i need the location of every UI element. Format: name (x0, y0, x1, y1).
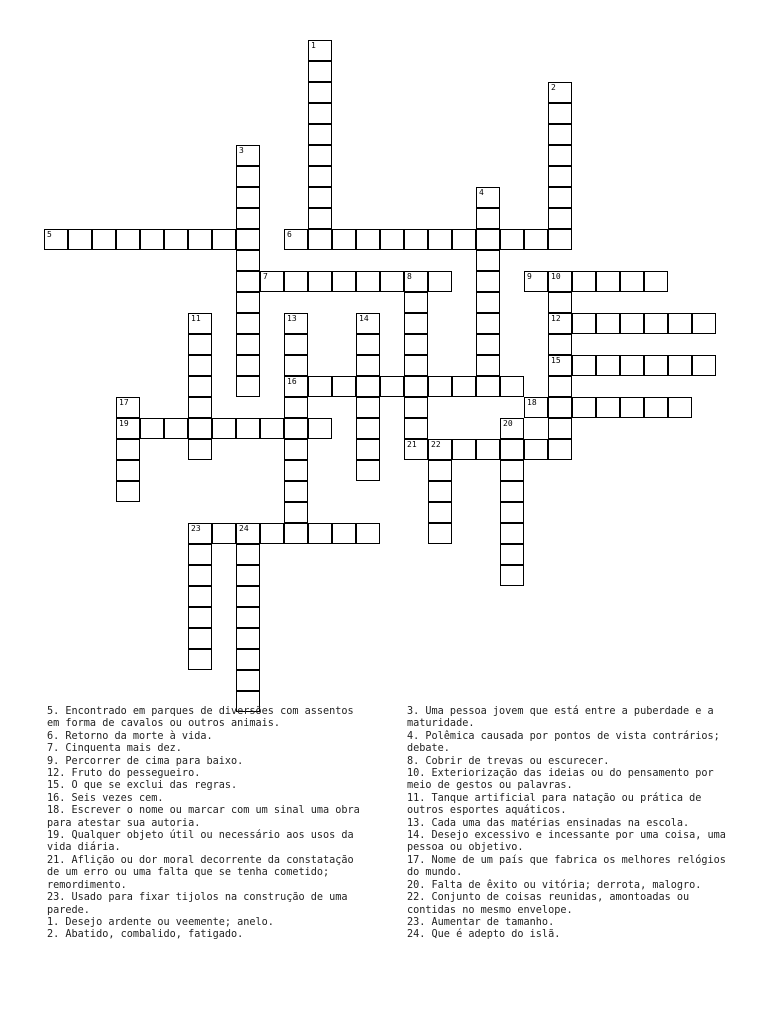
grid-cell[interactable] (236, 649, 260, 670)
clue: 21. Aflição ou dor moral decorrente da constatação de um erro ou uma falta que se tenha cometido; remordimento. (47, 854, 354, 891)
grid-cell[interactable] (236, 250, 260, 271)
grid-cell[interactable] (428, 439, 452, 460)
grid-cell[interactable] (428, 523, 452, 544)
grid-cell[interactable] (500, 544, 524, 565)
grid-cell[interactable] (620, 271, 644, 292)
clue-number: 16 (287, 377, 297, 386)
grid-cell[interactable] (188, 439, 212, 460)
grid-cell[interactable] (284, 460, 308, 481)
grid-cell[interactable] (356, 376, 380, 397)
clue-number: 6 (287, 230, 292, 239)
grid-cell[interactable] (404, 397, 428, 418)
grid-cell[interactable] (500, 229, 524, 250)
grid-cell[interactable] (236, 355, 260, 376)
grid-cell[interactable] (308, 166, 332, 187)
grid-cell[interactable] (236, 187, 260, 208)
grid-cell[interactable] (404, 271, 428, 292)
grid-cell[interactable] (308, 124, 332, 145)
clue-number: 18 (527, 398, 537, 407)
grid-cell[interactable] (356, 418, 380, 439)
grid-cell[interactable] (548, 187, 572, 208)
grid-cell[interactable] (236, 670, 260, 691)
grid-cell[interactable] (356, 355, 380, 376)
grid-cell[interactable] (236, 292, 260, 313)
grid-cell[interactable] (188, 229, 212, 250)
grid-cell[interactable] (212, 523, 236, 544)
grid-cell[interactable] (692, 313, 716, 334)
grid-cell[interactable] (476, 271, 500, 292)
grid-cell[interactable] (596, 271, 620, 292)
grid-cell[interactable] (476, 439, 500, 460)
grid-cell[interactable] (236, 418, 260, 439)
clue: 17. Nome de um país que fabrica os melhores relógios do mundo. (407, 854, 726, 879)
grid-cell[interactable] (548, 334, 572, 355)
clue: 19. Qualquer objeto útil ou necessário aos usos da vida diária. (47, 830, 354, 854)
grid-cell[interactable] (308, 271, 332, 292)
grid-cell[interactable] (500, 565, 524, 586)
grid-cell[interactable] (332, 376, 356, 397)
clue-number: 12 (551, 314, 561, 323)
grid-cell[interactable] (188, 607, 212, 628)
grid-cell[interactable] (548, 271, 572, 292)
clue-number: 4 (479, 188, 484, 197)
grid-cell[interactable] (188, 628, 212, 649)
grid-cell[interactable] (188, 418, 212, 439)
clue: 23. Usado para fixar tijolos na construção de uma parede. (47, 892, 348, 916)
grid-cell[interactable] (428, 376, 452, 397)
grid-cell[interactable] (692, 355, 716, 376)
grid-cell[interactable] (284, 397, 308, 418)
grid-cell[interactable] (116, 418, 140, 439)
clue: 14. Desejo excessivo e incessante por uma coisa, uma pessoa ou objetivo. (407, 830, 726, 854)
clue-number: 2 (551, 83, 556, 92)
clue: 10. Exteriorização das ideias ou do pensamento por meio de gestos ou palavras. (407, 768, 714, 792)
grid-cell[interactable] (68, 229, 92, 250)
clue: 22. Conjunto de coisas reunidas, amontoadas ou contidas no mesmo envelope. (407, 892, 690, 916)
grid-cell[interactable] (572, 271, 596, 292)
grid-cell[interactable] (548, 166, 572, 187)
grid-cell[interactable] (548, 397, 572, 418)
grid-cell[interactable] (620, 313, 644, 334)
grid-cell[interactable] (548, 292, 572, 313)
grid-cell[interactable] (188, 544, 212, 565)
grid-cell[interactable] (548, 103, 572, 124)
clue: 15. O que se exclui das regras. (47, 780, 238, 792)
grid-cell[interactable] (644, 397, 668, 418)
grid-cell[interactable] (596, 313, 620, 334)
grid-cell[interactable] (524, 397, 548, 418)
grid-cell[interactable] (188, 334, 212, 355)
grid-cell[interactable] (524, 439, 548, 460)
grid-cell[interactable] (44, 229, 68, 250)
clue: 12. Fruto do pessegueiro. (47, 768, 201, 780)
grid-cell[interactable] (500, 376, 524, 397)
grid-cell[interactable] (212, 229, 236, 250)
clue: 23. Aumentar de tamanho. (407, 916, 555, 928)
grid-cell[interactable] (548, 355, 572, 376)
clue-number: 14 (359, 314, 369, 323)
grid-cell[interactable] (476, 292, 500, 313)
grid-cell[interactable] (236, 229, 260, 250)
grid-cell[interactable] (668, 397, 692, 418)
grid-cell[interactable] (428, 502, 452, 523)
clue: 9. Percorrer de cima para baixo. (47, 755, 244, 767)
grid-cell[interactable] (308, 376, 332, 397)
grid-cell[interactable] (284, 502, 308, 523)
grid-cell[interactable] (404, 355, 428, 376)
clue-number: 5 (47, 230, 52, 239)
grid-cell[interactable] (284, 271, 308, 292)
grid-cell[interactable] (644, 355, 668, 376)
grid-cell[interactable] (548, 229, 572, 250)
grid-cell[interactable] (548, 145, 572, 166)
clue: 2. Abatido, combalido, fatigado. (47, 929, 244, 941)
grid-cell[interactable] (404, 439, 428, 460)
clue-number: 9 (527, 272, 532, 281)
grid-cell[interactable] (404, 229, 428, 250)
grid-cell[interactable] (572, 313, 596, 334)
grid-cell[interactable] (356, 439, 380, 460)
grid-cell[interactable] (500, 439, 524, 460)
grid-cell[interactable] (548, 82, 572, 103)
grid-cell[interactable] (236, 586, 260, 607)
clues-column-left (47, 706, 367, 942)
grid-cell[interactable] (668, 313, 692, 334)
grid-cell[interactable] (356, 334, 380, 355)
grid-cell[interactable] (404, 313, 428, 334)
grid-cell[interactable] (164, 229, 188, 250)
grid-cell[interactable] (572, 397, 596, 418)
clue: 8. Cobrir de trevas ou escurecer. (407, 755, 610, 767)
grid-cell[interactable] (380, 376, 404, 397)
clue-number: 24 (239, 524, 249, 533)
grid-cell[interactable] (476, 313, 500, 334)
clue-number: 19 (119, 419, 129, 428)
clue-number: 17 (119, 398, 129, 407)
grid-cell[interactable] (188, 565, 212, 586)
grid-cell[interactable] (596, 355, 620, 376)
clue: 7. Cinquenta mais dez. (47, 743, 182, 755)
grid-cell[interactable] (356, 271, 380, 292)
grid-cell[interactable] (332, 229, 356, 250)
grid-cell[interactable] (284, 523, 308, 544)
grid-cell[interactable] (452, 229, 476, 250)
clue: 5. Encontrado em parques de diversões com assentos em forma de cavalos ou outros animais. (47, 706, 354, 730)
grid-cell[interactable] (620, 397, 644, 418)
clue: 13. Cada uma das matérias ensinadas na escola. (407, 817, 690, 829)
grid-cell[interactable] (428, 271, 452, 292)
grid-cell[interactable] (452, 439, 476, 460)
grid-cell[interactable] (284, 376, 308, 397)
grid-cell[interactable] (356, 397, 380, 418)
grid-cell[interactable] (404, 334, 428, 355)
grid-cell[interactable] (236, 628, 260, 649)
grid-cell[interactable] (284, 355, 308, 376)
grid-cell[interactable] (188, 355, 212, 376)
grid-cell[interactable] (524, 271, 548, 292)
grid-cell[interactable] (260, 523, 284, 544)
grid-cell[interactable] (548, 418, 572, 439)
grid-cell[interactable] (476, 376, 500, 397)
grid-cell[interactable] (188, 523, 212, 544)
grid-cell[interactable] (572, 355, 596, 376)
grid-cell[interactable] (116, 460, 140, 481)
clue-number: 15 (551, 356, 561, 365)
grid-cell[interactable] (236, 145, 260, 166)
grid-cell[interactable] (476, 208, 500, 229)
grid-cell[interactable] (308, 40, 332, 61)
clue-number: 8 (407, 272, 412, 281)
grid-cell[interactable] (212, 418, 236, 439)
grid-cell[interactable] (356, 229, 380, 250)
grid-cell[interactable] (428, 481, 452, 502)
clue-number: 20 (503, 419, 513, 428)
clue-number: 22 (431, 440, 441, 449)
grid-cell[interactable] (308, 208, 332, 229)
grid-cell[interactable] (236, 523, 260, 544)
grid-cell[interactable] (548, 208, 572, 229)
grid-cell[interactable] (92, 229, 116, 250)
grid-cell[interactable] (476, 334, 500, 355)
clue: 18. Escrever o nome ou marcar com um sinal uma obra para atestar sua autoria. (47, 805, 360, 829)
grid-cell[interactable] (308, 418, 332, 439)
grid-cell[interactable] (548, 439, 572, 460)
grid-cell[interactable] (644, 313, 668, 334)
grid-cell[interactable] (428, 229, 452, 250)
grid-cell[interactable] (188, 397, 212, 418)
clue-number: 23 (191, 524, 201, 533)
grid-cell[interactable] (452, 376, 476, 397)
grid-cell[interactable] (236, 607, 260, 628)
grid-cell[interactable] (116, 481, 140, 502)
clue: 6. Retorno da morte à vida. (47, 730, 213, 742)
grid-cell[interactable] (236, 565, 260, 586)
grid-cell[interactable] (668, 355, 692, 376)
grid-cell[interactable] (140, 418, 164, 439)
clue-number: 13 (287, 314, 297, 323)
grid-cell[interactable] (260, 271, 284, 292)
grid-cell[interactable] (644, 271, 668, 292)
grid-cell[interactable] (308, 103, 332, 124)
grid-cell[interactable] (548, 124, 572, 145)
grid-cell[interactable] (188, 649, 212, 670)
grid-cell[interactable] (308, 61, 332, 82)
grid-cell[interactable] (236, 271, 260, 292)
grid-cell[interactable] (620, 355, 644, 376)
clue-number: 10 (551, 272, 561, 281)
clue: 1. Desejo ardente ou veemente; anelo. (47, 916, 274, 928)
grid-cell[interactable] (116, 439, 140, 460)
grid-cell[interactable] (380, 229, 404, 250)
grid-cell[interactable] (308, 145, 332, 166)
clue-number: 7 (263, 272, 268, 281)
grid-cell[interactable] (476, 250, 500, 271)
grid-cell[interactable] (500, 502, 524, 523)
grid-cell[interactable] (476, 355, 500, 376)
grid-cell[interactable] (284, 418, 308, 439)
grid-cell[interactable] (116, 397, 140, 418)
grid-cell[interactable] (260, 418, 284, 439)
grid-cell[interactable] (236, 208, 260, 229)
grid-cell[interactable] (284, 439, 308, 460)
grid-cell[interactable] (356, 313, 380, 334)
grid-cell[interactable] (500, 523, 524, 544)
clue: 20. Falta de êxito ou vitória; derrota, malogro. (407, 879, 702, 891)
grid-cell[interactable] (284, 334, 308, 355)
clue: 24. Que é adepto do islã. (407, 929, 561, 941)
grid-cell[interactable] (188, 586, 212, 607)
grid-cell[interactable] (500, 460, 524, 481)
grid-cell[interactable] (308, 187, 332, 208)
grid-cell[interactable] (308, 82, 332, 103)
grid-cell[interactable] (284, 481, 308, 502)
grid-cell[interactable] (164, 418, 188, 439)
clues-column-right (407, 706, 727, 942)
grid-cell[interactable] (404, 292, 428, 313)
grid-cell[interactable] (284, 229, 308, 250)
grid-cell[interactable] (188, 376, 212, 397)
grid-cell[interactable] (356, 523, 380, 544)
clue: 3. Uma pessoa jovem que está entre a puberdade e a maturidade. (407, 706, 714, 730)
grid-cell[interactable] (236, 544, 260, 565)
clue-number: 1 (311, 41, 316, 50)
clue: 16. Seis vezes cem. (47, 792, 164, 804)
grid-cell[interactable] (236, 334, 260, 355)
grid-cell[interactable] (332, 271, 356, 292)
grid-cell[interactable] (404, 418, 428, 439)
grid-cell[interactable] (548, 313, 572, 334)
grid-cell[interactable] (236, 313, 260, 334)
grid-cell[interactable] (500, 418, 524, 439)
grid-cell[interactable] (308, 523, 332, 544)
clue-number: 11 (191, 314, 201, 323)
grid-cell[interactable] (284, 313, 308, 334)
clue: 11. Tanque artificial para natação ou prática de outros esportes aquáticos. (407, 792, 702, 817)
grid-cell[interactable] (596, 397, 620, 418)
grid-cell[interactable] (524, 229, 548, 250)
grid-cell[interactable] (140, 229, 164, 250)
grid-cell[interactable] (236, 376, 260, 397)
grid-cell[interactable] (356, 460, 380, 481)
grid-cell[interactable] (116, 229, 140, 250)
clue-number: 3 (239, 146, 244, 155)
grid-cell[interactable] (236, 166, 260, 187)
grid-cell[interactable] (308, 229, 332, 250)
clue: 4. Polêmica causada por pontos de vista contrários; debate. (407, 730, 720, 755)
grid-cell[interactable] (428, 460, 452, 481)
grid-cell[interactable] (548, 376, 572, 397)
grid-cell[interactable] (380, 271, 404, 292)
clue-number: 21 (407, 440, 417, 449)
grid-cell[interactable] (188, 313, 212, 334)
grid-cell[interactable] (476, 229, 500, 250)
grid-cell[interactable] (404, 376, 428, 397)
grid-cell[interactable] (500, 481, 524, 502)
grid-cell[interactable] (332, 523, 356, 544)
grid-cell[interactable] (476, 187, 500, 208)
